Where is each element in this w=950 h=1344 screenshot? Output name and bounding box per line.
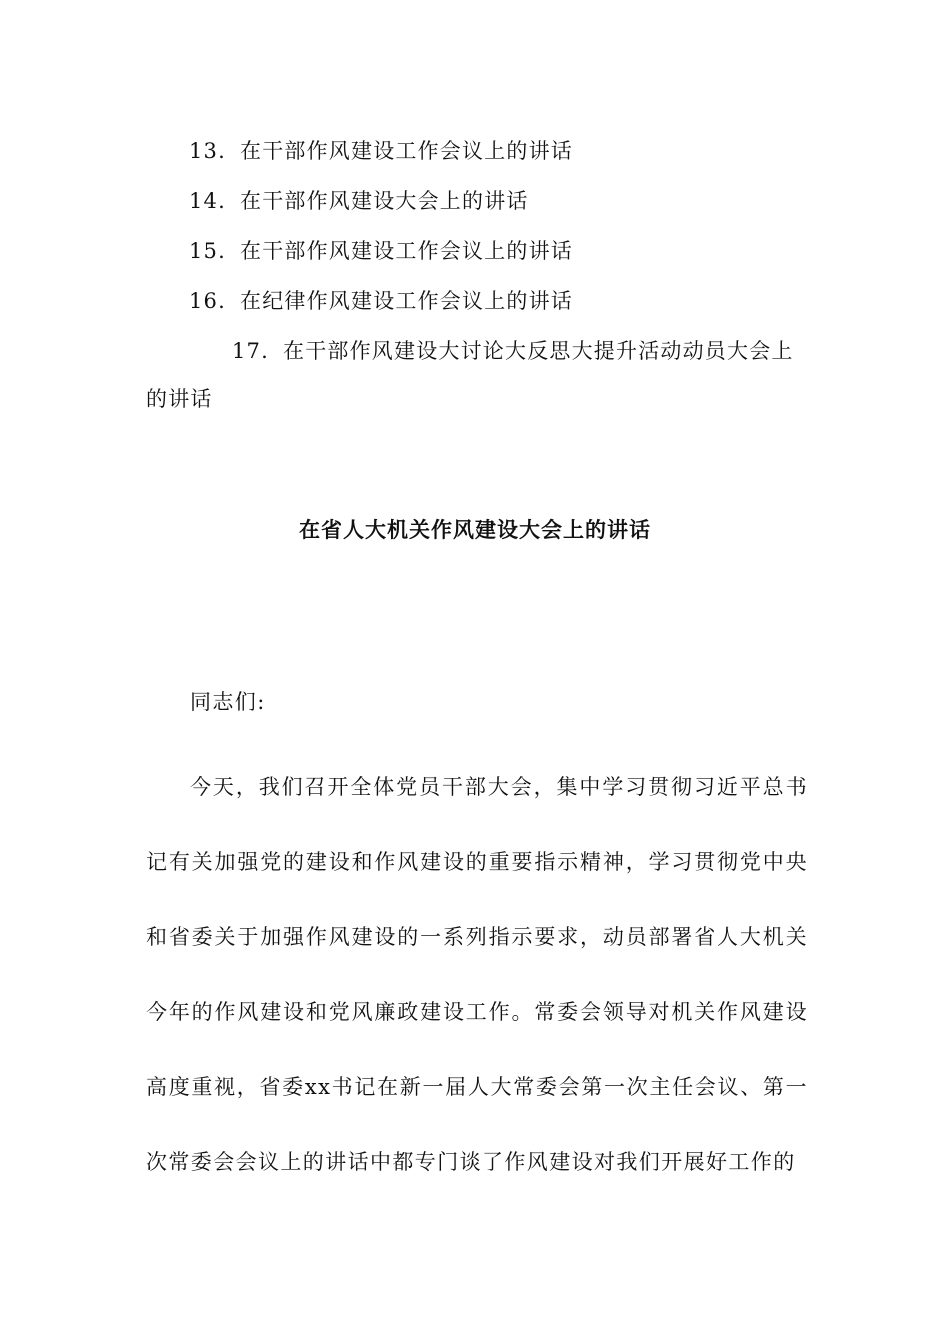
toc-item-text: 在干部作风建设工作会议上的讲话 [240,139,573,163]
toc-item-number: 16. [189,289,226,313]
body-paragraph: 今天，我们召开全体党员干部大会，集中学习贯彻习近平总书记有关加强党的建设和作风建设的重要指示精神，学习贯彻党中央和省委关于加强作风建设的一系列指示要求，动员部署省人大机关今年的作风建设和党风廉政建设工作。常委会领导对机关作风建设高度重视，省委xx书记在新一届人大常委会第一次主任会议、第一次常委会会议上的讲话中都专门谈了作风建设对我们开展好工作的 [146,775,808,1174]
toc-item [146,133,806,183]
toc-item-number: 13. [189,139,226,163]
toc-item [146,327,806,423]
toc-item [146,233,806,283]
toc-item-text: 在干部作风建设工作会议上的讲话 [240,239,573,263]
greeting: 同志们: [190,690,266,714]
toc-item-text: 在干部作风建设大会上的讲话 [240,189,529,213]
table-of-contents [146,133,806,423]
toc-item-text: 在纪律作风建设工作会议上的讲话 [240,289,573,313]
toc-item-number: 15. [189,239,226,263]
toc-item-number: 14. [189,189,226,213]
toc-item-number: 17. [232,339,269,363]
toc-item-text: 在干部作风建设大讨论大反思大提升活动动员大会上的讲话 [146,339,794,411]
toc-item [146,183,806,233]
document-body [146,682,808,1200]
document-title: 在省人大机关作风建设大会上的讲话 [299,518,651,542]
toc-item [146,283,806,333]
